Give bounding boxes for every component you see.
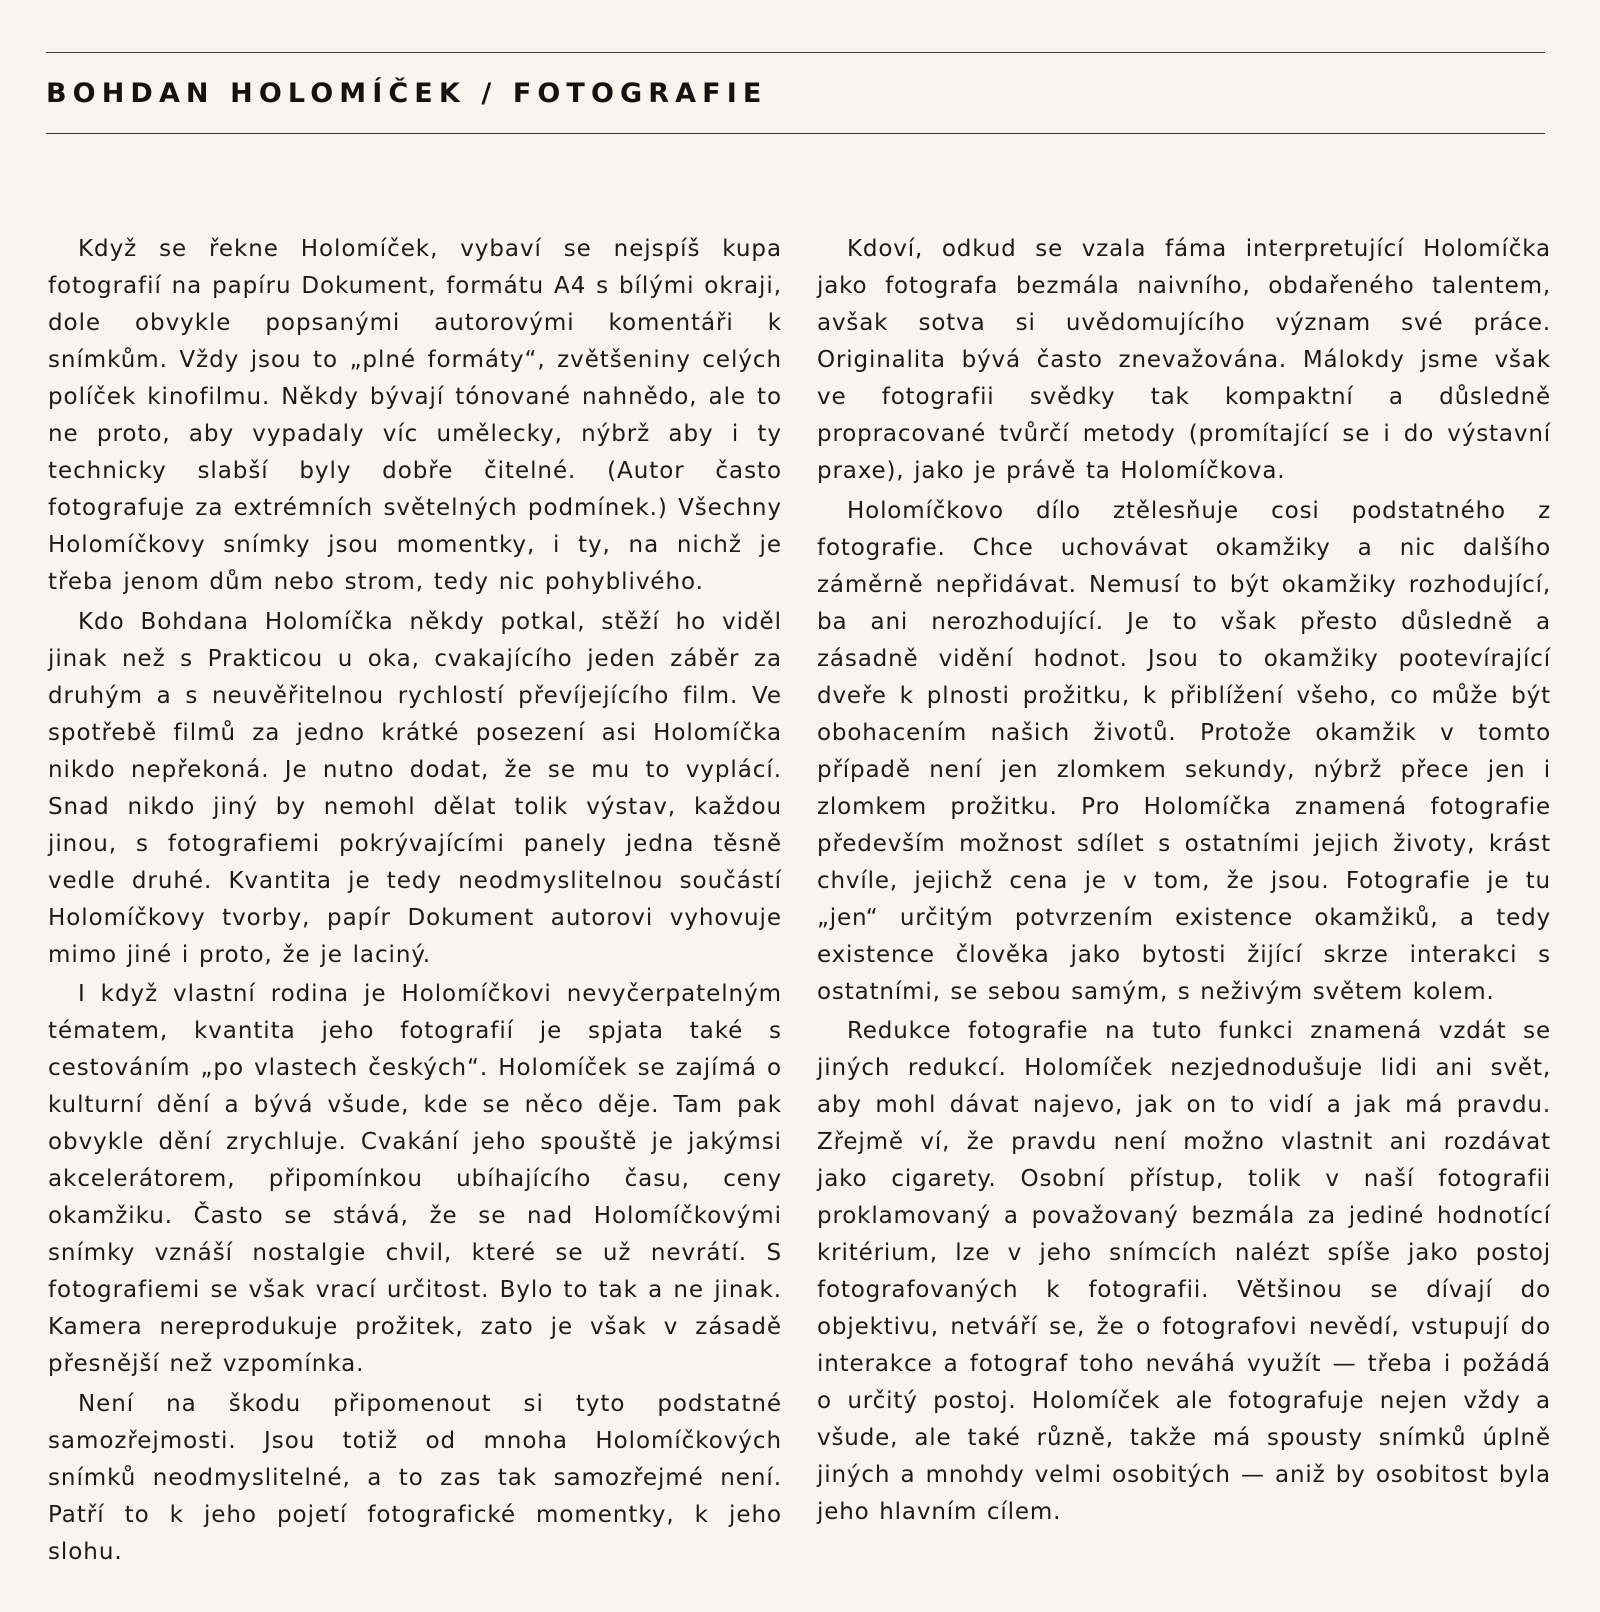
title-bottom-rule [46, 133, 1545, 134]
paragraph: Není na škodu připomenout si tyto podstatné samozřejmosti. Jsou totiž od mnoha Holomíčkových snímků neodmyslitelné, a to zas tak samozřejmé není. Patří to k jeho pojetí fotografické momentky, k jeho slohu. [48, 1390, 782, 1565]
paragraph: Redukce fotografie na tuto funkci znamená vzdát se jiných redukcí. Holomíček nezjednodušuje lidi ani svět, aby mohl dávat najevo, jak on to vidí a jak má pravdu. Zřejmě ví, že pravdu není možno vlastnit ani rozdávat jako cigarety. Osobní přístup, tolik v naší fotografii proklamovaný a považovaný bezmála za jediné hodnotící kritérium, lze v jeho snímcích nalézt spíše jako postoj fotografovaných k fotografii. Většinou se dívají do objektivu, netváří se, že o fotografovi nevědí, vstupují do interakce a fotograf toho neváhá využít — třeba i požádá o určitý postoj. Holomíček ale fotografuje nejen vždy a všude, ale také různě, takže má spousty snímků úplně jiných a mnohdy velmi osobitých — aniž by osobitost byla jeho hlavním cílem. [817, 1018, 1551, 1525]
paragraph: Holomíčkovo dílo ztělesňuje cosi podstatného z fotografie. Chce uchovávat okamžiky a nic dalšího záměrně nepřidávat. Nemusí to být okamžiky rozhodující, ba ani nerozhodující. Je to však přesto důsledně a zásadně vidění hodnot. Jsou to okamžiky pootevírající dveře k plnosti prožitku, k přiblížení všeho, co může být obohacením našich životů. Protože okamžik v tomto případě není jen zlomkem sekundy, nýbrž přece jen i zlomkem prožitku. Pro Holomíčka znamená fotografie především možnost sdílet s ostatními jejich životy, krást chvíle, jejichž cena je v tom, že jsou. Fotografie je tu „jen“ určitým potvrzením existence okamžiků, a tedy existence člověka jako bytosti žijící skrze interakci s ostatními, se sebou samým, s neživým světem kolem. [817, 497, 1551, 1005]
page-title: BOHDAN HOLOMÍČEK / FOTOGRAFIE [46, 78, 768, 109]
top-rule [46, 52, 1545, 53]
paragraph: Když se řekne Holomíček, vybaví se nejspíš kupa fotografií na papíru Dokument, formátu A4 s bílými okraji, dole obvykle popsanými autorovými komentáři k snímkům. Vždy jsou to „plné formáty“, zvětšeniny celých políček kinofilmu. Někdy bývají tónované nahnědo, ale to ne proto, aby vypadaly víc umělecky, nýbrž aby i ty technicky slabší byly dobře čitelné. (Autor často fotografuje za extrémních světelných podmínek.) Všechny Holomíčkovy snímky jsou momentky, i ty, na nichž je třeba jenom dům nebo strom, tedy nic pohyblivého. [48, 236, 782, 595]
paragraph: Kdo Bohdana Holomíčka někdy potkal, stěží ho viděl jinak než s Prakticou u oka, cvakajícího jeden záběr za druhým a s neuvěřitelnou rychlostí převíjejícího film. Ve spotřebě filmů za jedno krátké posezení asi Holomíčka nikdo nepřekoná. Je nutno dodat, že se mu to vyplácí. Snad nikdo jiný by nemohl dělat tolik výstav, každou jinou, s fotografiemi pokrývajícími panely jedna těsně vedle druhé. Kvantita je tedy neodmyslitelnou součástí Holomíčkovy tvorby, papír Dokument autorovi vyhovuje mimo jiné i proto, že je laciný. [48, 608, 782, 968]
left-column [48, 231, 782, 1573]
right-column [817, 231, 1551, 1534]
paragraph: Kdoví, odkud se vzala fáma interpretující Holomíčka jako fotografa bezmála naivního, obdařeného talentem, avšak sotva si uvědomujícího význam své práce. Originalita bývá často znevažována. Málokdy jsme však ve fotografii svědky tak kompaktní a důsledně propracované tvůrčí metody (promítající se i do výstavní praxe), jako je právě ta Holomíčkova. [817, 236, 1551, 484]
paragraph: I když vlastní rodina je Holomíčkovi nevyčerpatelným tématem, kvantita jeho fotografií je spjata také s cestováním „po vlastech českých“. Holomíček se zajímá o kulturní dění a bývá všude, kde se něco děje. Tam pak obvykle dění zrychluje. Cvakání jeho spouště je jakýmsi akcelerátorem, připomínkou ubíhajícího času, ceny okamžiku. Často se stává, že se nad Holomíčkovými snímky vznáší nostalgie chvil, které se už nevrátí. S fotografiemi se však vrací určitost. Bylo to tak a ne jinak. Kamera nereprodukuje prožitek, zato je však v zásadě přesnější než vzpomínka. [48, 981, 782, 1377]
